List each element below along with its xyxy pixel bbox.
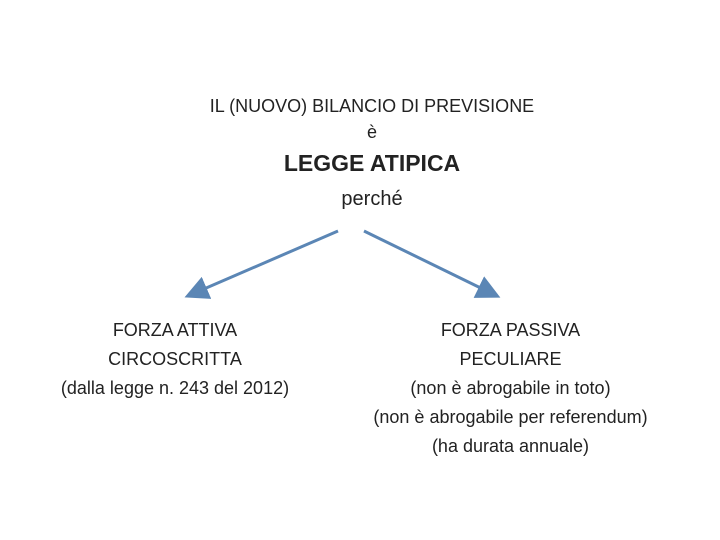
right-line-4: (non è abrogabile per referendum) — [373, 407, 648, 427]
main-term: LEGGE ATIPICA — [283, 150, 461, 176]
right-line-1: FORZA PASSIVA — [440, 320, 581, 340]
reason-text: perché — [341, 188, 403, 210]
right-line-2: PECULIARE — [459, 349, 562, 369]
left-arrow — [190, 231, 338, 295]
right-line-3: (non è abrogabile in toto) — [410, 378, 611, 398]
right-arrow — [364, 231, 495, 295]
left-line-3: (dalla legge n. 243 del 2012) — [60, 378, 290, 398]
diagram-title: IL (NUOVO) BILANCIO DI PREVISIONE — [209, 96, 535, 116]
right-branch-text — [333, 316, 688, 461]
right-line-5: (ha durata annuale) — [431, 436, 590, 456]
left-line-2: CIRCOSCRITTA — [108, 349, 242, 369]
left-branch-text — [30, 316, 320, 403]
connector-text: è — [366, 122, 377, 142]
left-line-1: FORZA ATTIVA — [112, 320, 238, 340]
